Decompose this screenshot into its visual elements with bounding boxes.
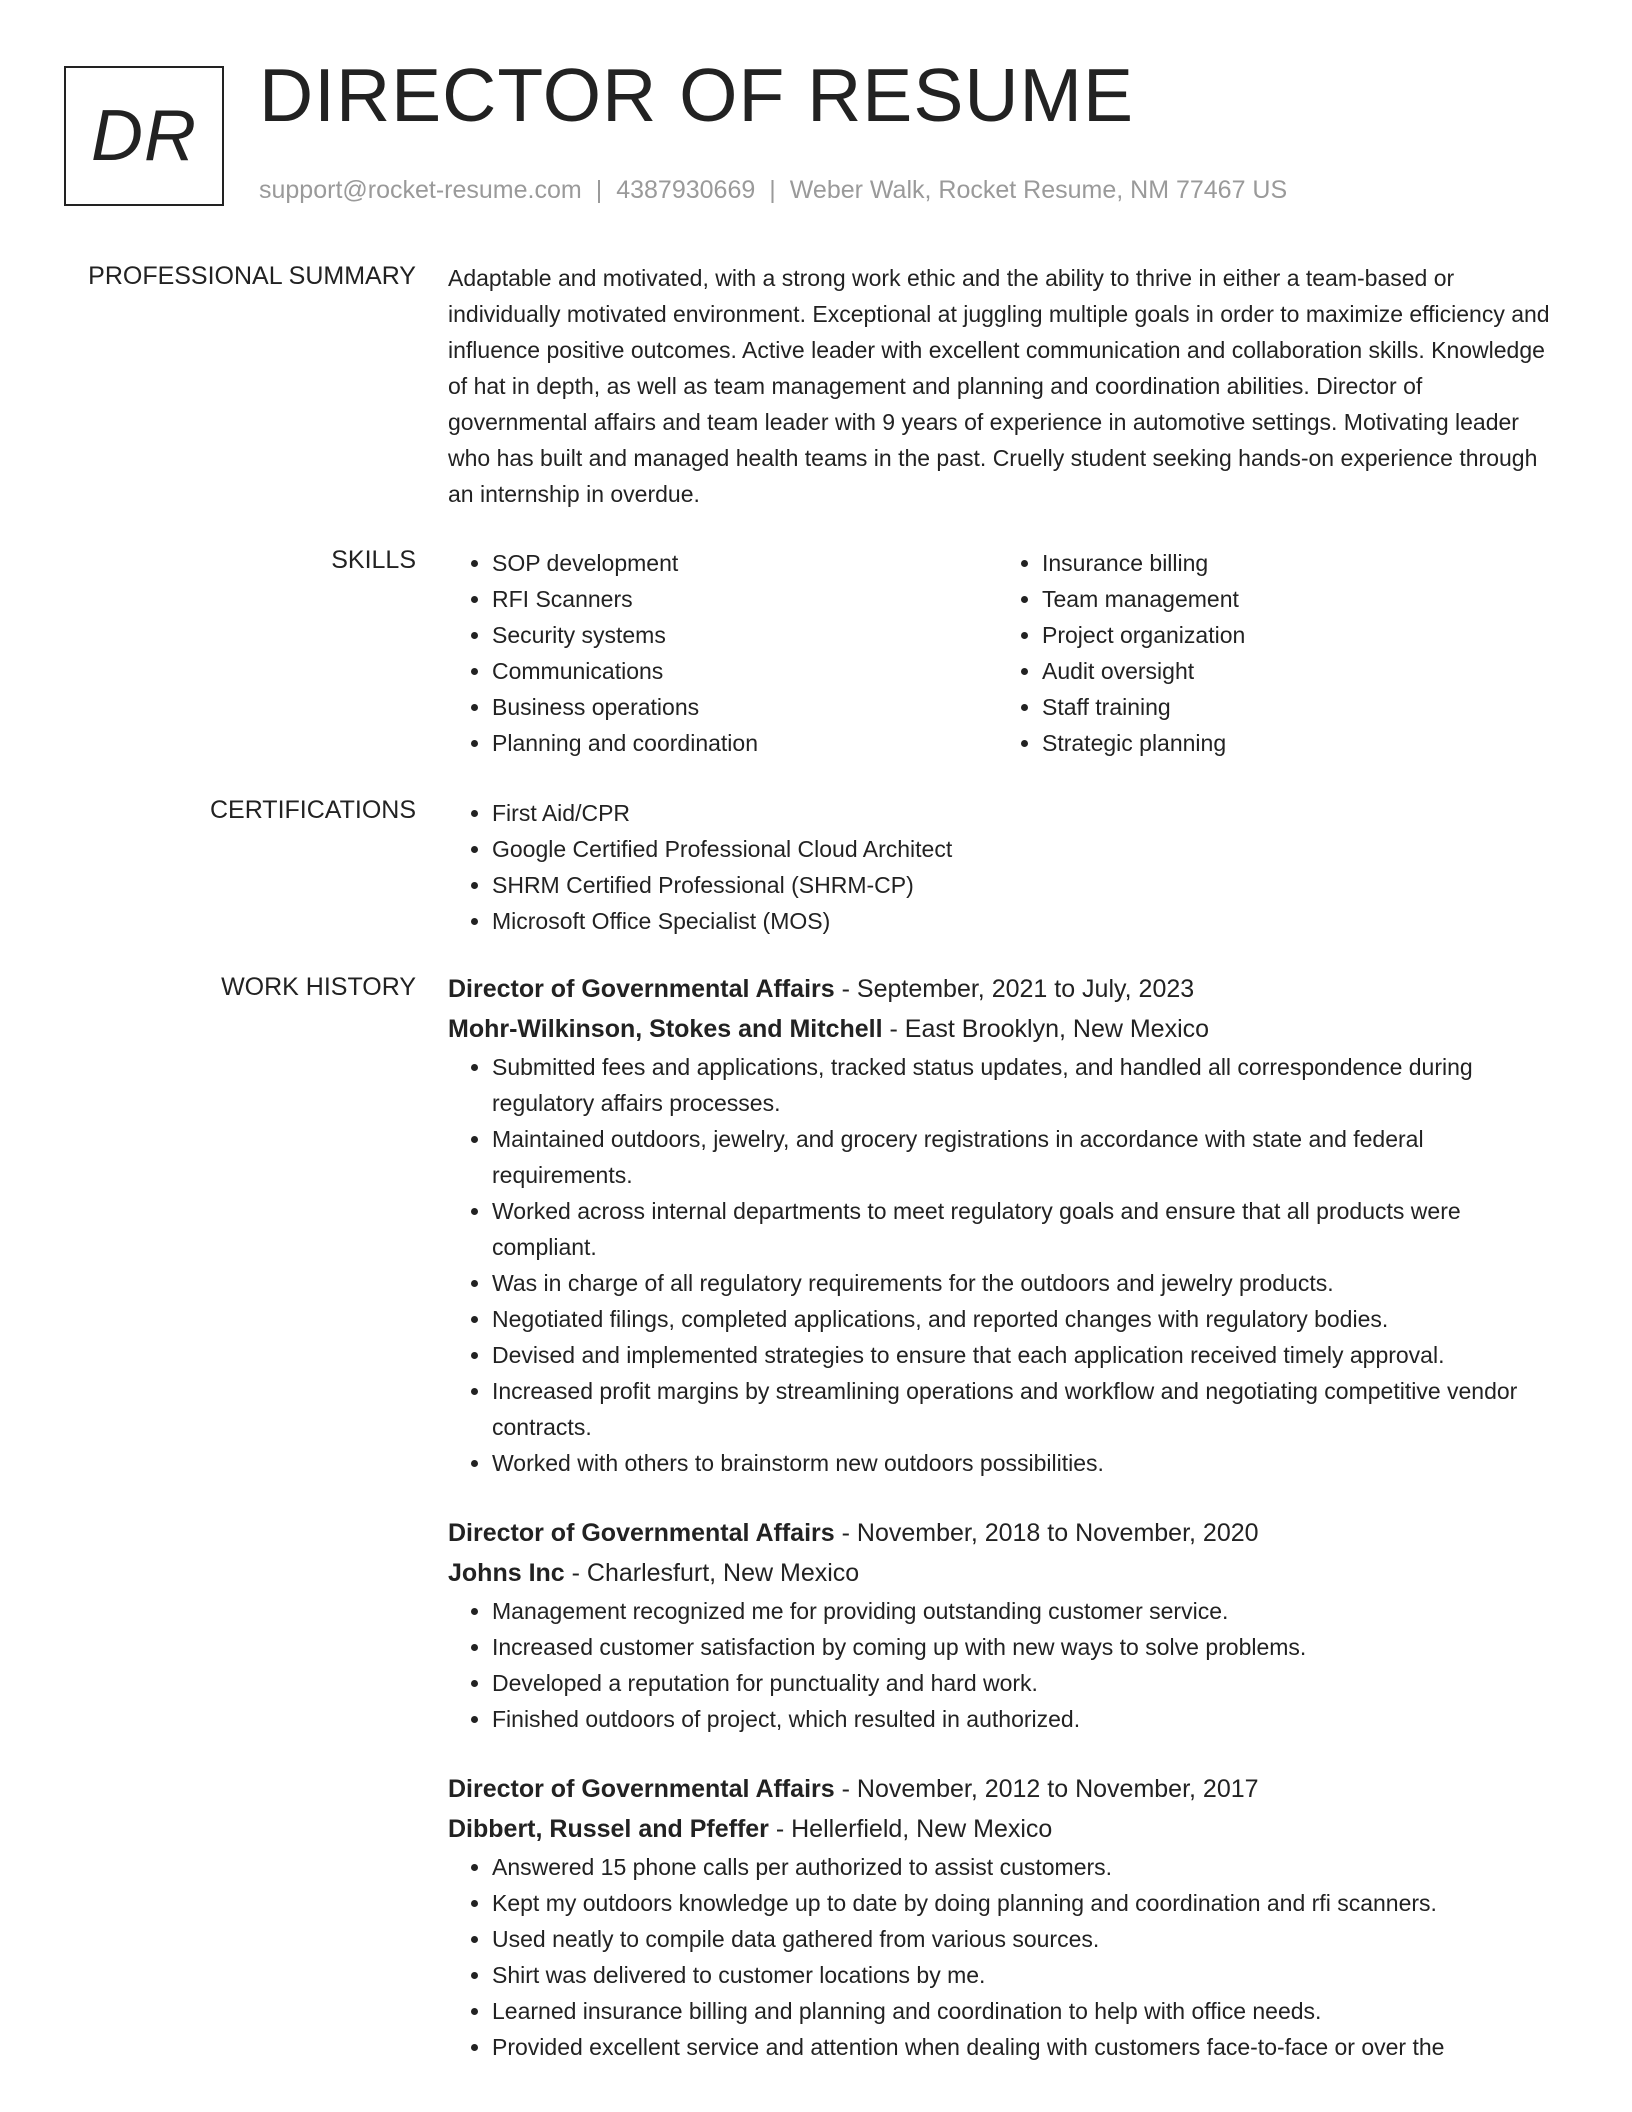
- job-title-line: [448, 969, 1560, 1009]
- job-bullet: • Finished outdoors of project, which resulted in authorized.: [492, 1701, 1560, 1737]
- job-bullet: • Answered 15 phone calls per authorized to assist customers.: [492, 1849, 1560, 1885]
- certifications-list: [448, 795, 1560, 939]
- job-bullet: • Used neatly to compile data gathered from various sources.: [492, 1921, 1560, 1957]
- skill-item: • Strategic planning: [1042, 725, 1592, 761]
- job-bullet: • Negotiated filings, completed applications, and reported changes with regulatory bodies.: [492, 1301, 1560, 1337]
- job-location: - Hellerfield, New Mexico: [768, 1815, 1053, 1843]
- contact-address: Weber Walk, Rocket Resume, NM 77467 US: [789, 176, 1288, 204]
- section-heading: WORK HISTORY: [221, 973, 416, 1001]
- skills-body: [448, 545, 1560, 761]
- job-bullet: • Worked with others to brainstorm new outdoors possibilities.: [492, 1445, 1560, 1481]
- contact-email[interactable]: support@rocket-resume.com: [259, 176, 582, 204]
- job-bullet: • Submitted fees and applications, tracked status updates, and handled all correspondence during regulatory affairs processes.: [492, 1049, 1560, 1121]
- job-title: Director of Governmental Affairs: [448, 1519, 835, 1547]
- summary-text: Adaptable and motivated, with a strong work ethic and the ability to thrive in either a team-based or individually motivated environment. Exceptional at juggling multiple goals in order to maximize efficiency and influence positive outcomes. Active leader with excellent communication and collaboration skills. Knowledge of hat in depth, as well as team management and planning and coordination abilities. Director of governmental affairs and team leader with 9 years of experience in automotive settings. Motivating leader who has built and managed health teams in the past. Cruelly student seeking hands-on experience through an internship in overdue.: [448, 265, 1550, 507]
- job-bullet: • Worked across internal departments to meet regulatory goals and ensure that all products were compliant.: [492, 1193, 1560, 1265]
- skill-item: • Staff training: [1042, 689, 1592, 725]
- monogram-initials: DR: [91, 96, 197, 176]
- job-bullet-list: [448, 1849, 1560, 2065]
- job-bullet-list: [448, 1593, 1560, 1737]
- skill-item: • SOP development: [492, 545, 998, 581]
- job-company-line: [448, 1009, 1560, 1049]
- job-bullet: • Maintained outdoors, jewelry, and grocery registrations in accordance with state and federal requirements.: [492, 1121, 1560, 1193]
- skill-item: • Team management: [1042, 581, 1592, 617]
- job-entry: [448, 969, 1560, 1481]
- monogram-badge: [64, 66, 224, 206]
- certifications-body: [448, 795, 1560, 939]
- job-company-line: [448, 1809, 1560, 1849]
- job-title-line: [448, 1513, 1560, 1553]
- job-bullet: • Kept my outdoors knowledge up to date by doing planning and coordination and rfi scanners.: [492, 1885, 1560, 1921]
- contact-line: [259, 176, 1287, 205]
- certification-item: • SHRM Certified Professional (SHRM-CP): [492, 867, 1560, 903]
- certification-item: • Microsoft Office Specialist (MOS): [492, 903, 1560, 939]
- job-company: Dibbert, Russel and Pfeffer: [448, 1815, 769, 1843]
- job-location: - Charlesfurt, New Mexico: [564, 1559, 860, 1587]
- job-bullet: • Management recognized me for providing outstanding customer service.: [492, 1593, 1560, 1629]
- job-bullet: • Increased customer satisfaction by coming up with new ways to solve problems.: [492, 1629, 1560, 1665]
- summary-body: [448, 260, 1560, 512]
- job-bullet-list: [448, 1049, 1560, 1481]
- contact-separator: |: [595, 176, 603, 204]
- section-heading: PROFESSIONAL SUMMARY: [88, 262, 416, 290]
- skill-item: • Security systems: [492, 617, 998, 653]
- skill-item: • Communications: [492, 653, 998, 689]
- job-dates: - November, 2018 to November, 2020: [834, 1519, 1259, 1547]
- skills-list-left: [448, 545, 998, 761]
- job-entry: [448, 1513, 1560, 1737]
- job-bullet: • Developed a reputation for punctuality and hard work.: [492, 1665, 1560, 1701]
- contact-separator: |: [769, 176, 776, 204]
- skills-list-right: [998, 545, 1592, 761]
- job-company-line: [448, 1553, 1560, 1593]
- job-bullet: • Learned insurance billing and planning and coordination to help with office needs.: [492, 1993, 1560, 2029]
- job-dates: - September, 2021 to July, 2023: [834, 975, 1195, 1003]
- job-title: Director of Governmental Affairs: [448, 975, 835, 1003]
- contact-phone[interactable]: 4387930669: [616, 176, 756, 204]
- job-title-line: [448, 1769, 1560, 1809]
- skill-item: • Audit oversight: [1042, 653, 1592, 689]
- job-dates: - November, 2012 to November, 2017: [834, 1775, 1259, 1803]
- job-company: Mohr-Wilkinson, Stokes and Mitchell: [448, 1015, 883, 1043]
- job-entry: [448, 1769, 1560, 2065]
- skill-item: • RFI Scanners: [492, 581, 998, 617]
- skill-item: • Planning and coordination: [492, 725, 998, 761]
- job-bullet: • Increased profit margins by streamlining operations and workflow and negotiating competitive vendor contracts.: [492, 1373, 1560, 1445]
- job-bullet: • Devised and implemented strategies to ensure that each application received timely approval.: [492, 1337, 1560, 1373]
- resume-name: DIRECTOR OF RESUME: [259, 53, 1135, 137]
- section-heading: CERTIFICATIONS: [209, 796, 416, 824]
- skill-item: • Insurance billing: [1042, 545, 1592, 581]
- work-history-body: [448, 969, 1560, 2097]
- certification-item: • First Aid/CPR: [492, 795, 1560, 831]
- section-heading: SKILLS: [331, 546, 416, 574]
- skill-item: • Business operations: [492, 689, 998, 725]
- certification-item: • Google Certified Professional Cloud Architect: [492, 831, 1560, 867]
- job-title: Director of Governmental Affairs: [448, 1775, 835, 1803]
- job-company: Johns Inc: [448, 1559, 565, 1587]
- job-location: - East Brooklyn, New Mexico: [882, 1015, 1210, 1043]
- skills-columns: [448, 545, 1560, 761]
- skill-item: • Project organization: [1042, 617, 1592, 653]
- job-bullet: • Was in charge of all regulatory requirements for the outdoors and jewelry products.: [492, 1265, 1560, 1301]
- job-bullet: • Provided excellent service and attention when dealing with customers face-to-face or over the: [492, 2029, 1560, 2065]
- job-bullet: • Shirt was delivered to customer locations by me.: [492, 1957, 1560, 1993]
